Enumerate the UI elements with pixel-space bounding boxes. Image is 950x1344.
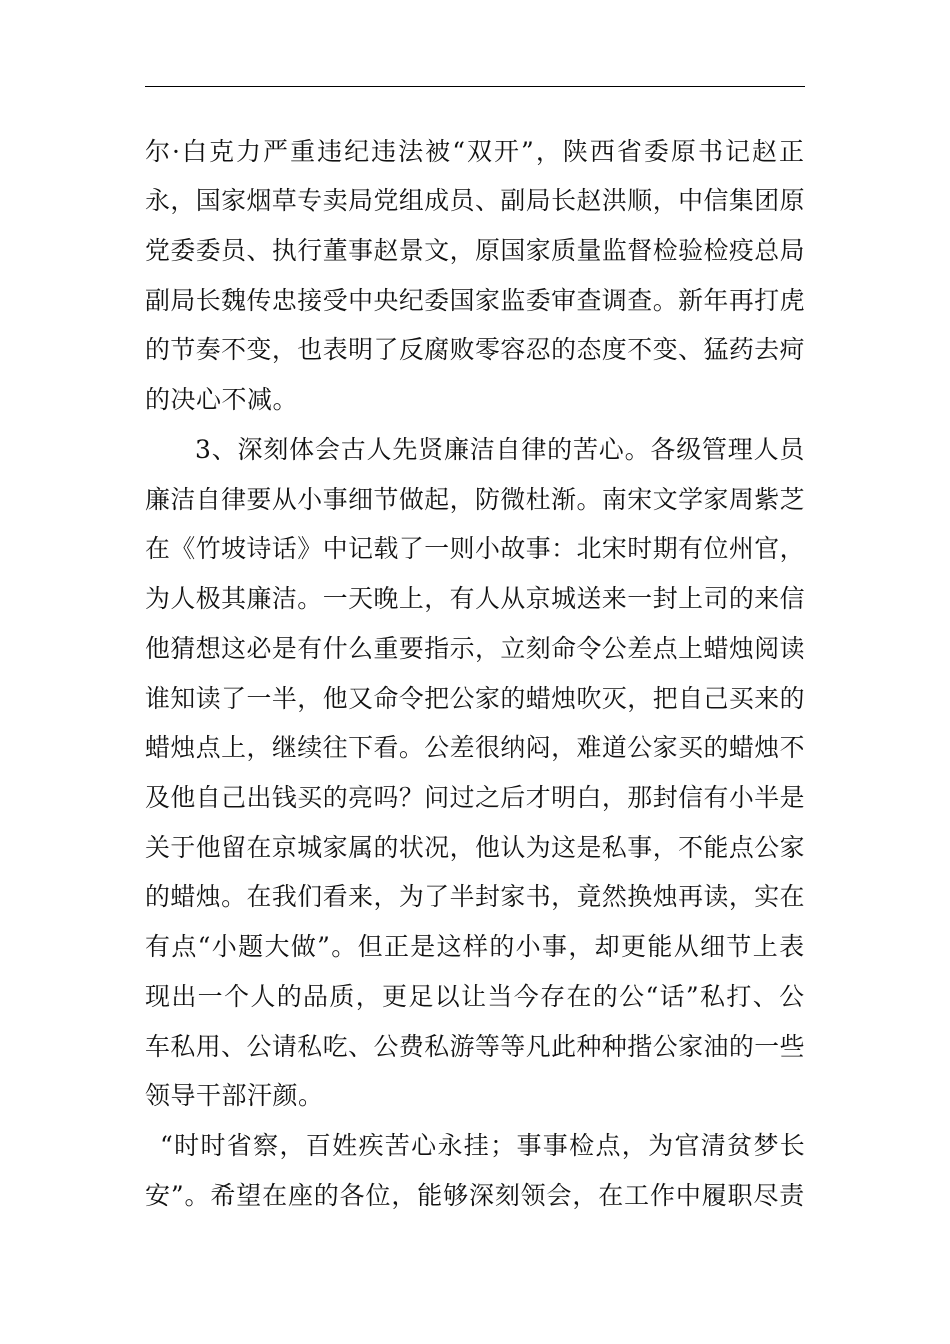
- text-line: 有点“小题大做”。但正是这样的小事，却更能从细节上表: [145, 932, 806, 961]
- text-line: 车私用、公请私吃、公费私游等等凡此种种揩公家油的一些: [145, 1032, 806, 1061]
- text-line: 尔·白克力严重违纪违法被“双开”，陕西省委原书记赵正: [145, 137, 807, 166]
- paragraph-first-line: 3、深刻体会古人先贤廉洁自律的苦心。各级管理人员: [195, 435, 806, 464]
- text-line: 现出一个人的品质，更足以让当今存在的公“话”私打、公: [145, 982, 806, 1011]
- text-line: 谁知读了一半，他又命令把公家的蜡烛吹灭，把自己买来的: [145, 684, 806, 713]
- text-line: 他猜想这必是有什么重要指示，立刻命令公差点上蜡烛阅读: [145, 634, 806, 663]
- text-line: 在《竹坡诗话》中记载了一则小故事：北宋时期有位州官，: [145, 534, 806, 563]
- text-line: 廉洁自律要从小事细节做起，防微杜渐。南宋文学家周紫芝: [145, 485, 806, 514]
- header-rule: [145, 86, 805, 87]
- text-line: 永，国家烟草专卖局党组成员、副局长赵洪顺，中信集团原: [145, 186, 806, 215]
- text-line: 副局长魏传忠接受中央纪委国家监委审查调查。新年再打虎: [145, 286, 806, 315]
- text-line: 及他自己出钱买的亮吗？问过之后才明白，那封信有小半是: [145, 783, 806, 812]
- text-line: 蜡烛点上，继续往下看。公差很纳闷，难道公家买的蜡烛不: [145, 733, 806, 762]
- text-line: 党委委员、执行董事赵景文，原国家质量监督检验检疫总局: [145, 236, 806, 265]
- text-line: 为人极其廉洁。一天晚上，有人从京城送来一封上司的来信: [145, 584, 806, 613]
- paragraph-first-line: “时时省察，百姓疾苦心永挂；事事检点，为官清贫梦长: [160, 1131, 807, 1160]
- text-line: 安”。希望在座的各位，能够深刻领会，在工作中履职尽责: [145, 1181, 806, 1210]
- text-line: 的蜡烛。在我们看来，为了半封家书，竟然换烛再读，实在: [145, 882, 806, 911]
- text-line: 关于他留在京城家属的状况，他认为这是私事，不能点公家: [145, 833, 806, 862]
- text-line: 的决心不减。: [145, 385, 299, 414]
- text-line: 领导干部汗颜。: [145, 1081, 324, 1110]
- text-line: 的节奏不变，也表明了反腐败零容忍的态度不变、猛药去疴: [145, 335, 806, 364]
